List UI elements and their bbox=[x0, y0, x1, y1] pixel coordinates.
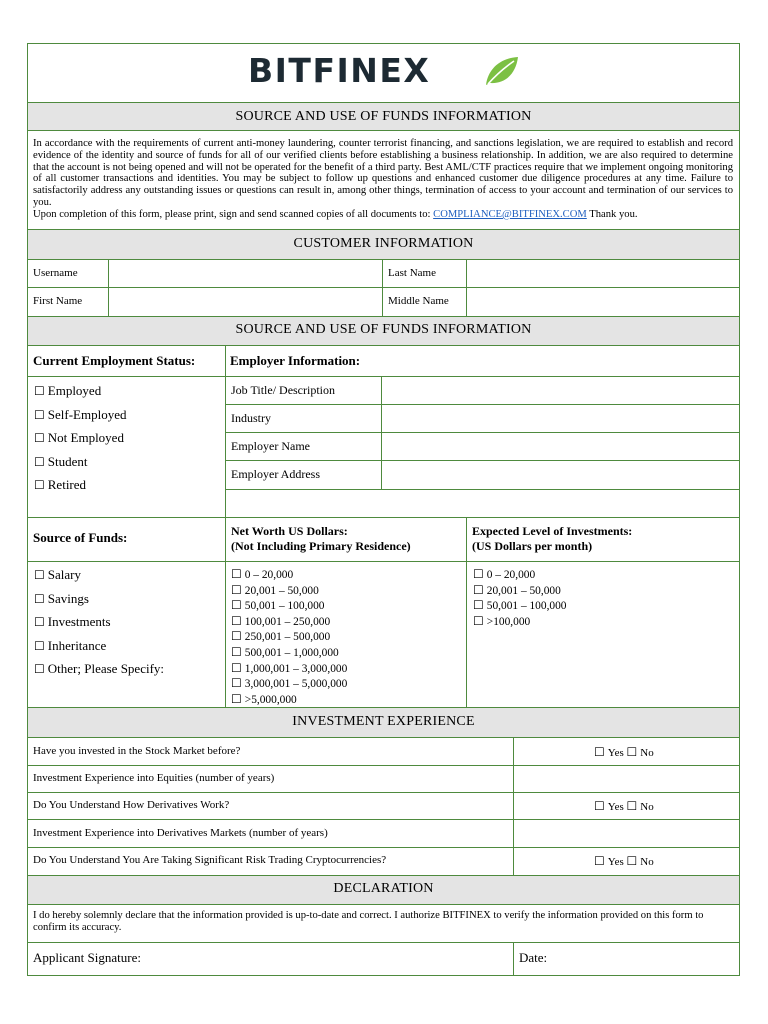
last-name-label: Last Name bbox=[388, 267, 436, 279]
yes-checkbox[interactable]: ☐ Yes bbox=[594, 745, 624, 759]
username-field[interactable] bbox=[109, 260, 382, 287]
industry-field[interactable] bbox=[382, 405, 739, 432]
logo bbox=[248, 51, 520, 90]
employment-option[interactable]: ☐ Self-Employed bbox=[34, 406, 127, 422]
expected-option[interactable]: ☐ 20,001 – 50,000 bbox=[473, 582, 561, 597]
expected-option[interactable]: ☐ >100,000 bbox=[473, 613, 531, 628]
employer-info-label: Employer Information: bbox=[230, 353, 361, 368]
expected-option[interactable]: ☐ 0 – 20,000 bbox=[473, 567, 536, 581]
username-label: Username bbox=[33, 267, 78, 279]
employment-option[interactable]: ☐ Not Employed bbox=[34, 430, 124, 446]
logo-text: BITFINEX bbox=[248, 51, 431, 90]
question-derivatives: Do You Understand How Derivatives Work? bbox=[33, 799, 230, 811]
net-worth-option[interactable]: ☐ 0 – 20,000 bbox=[231, 567, 294, 581]
derivatives-years-field[interactable] bbox=[514, 820, 739, 847]
expected-option[interactable]: ☐ 50,001 – 100,000 bbox=[473, 598, 567, 613]
question-derivatives-years: Investment Experience into Derivatives Markets (number of years) bbox=[33, 827, 328, 839]
job-title-label: Job Title/ Description bbox=[231, 383, 336, 397]
section-title-source-use: SOURCE AND USE OF FUNDS INFORMATION bbox=[235, 322, 532, 337]
first-name-field[interactable] bbox=[109, 288, 382, 316]
signature-field[interactable] bbox=[180, 943, 513, 975]
net-worth-option[interactable]: ☐ 3,000,001 – 5,000,000 bbox=[231, 676, 348, 691]
no-checkbox[interactable]: ☐ No bbox=[626, 854, 654, 868]
compliance-email-link[interactable]: COMPLIANCE@BITFINEX.COM bbox=[433, 208, 587, 220]
intro-text: In accordance with the requirements of current anti-money laundering, counter terrorist financing, and sanctions legislation, we are required to establish and record evidence of the identity and source of funds for all of our verified clients before establishing a business relationship. In addition, we are also required to determine that the account is not being opened and will not be operated for the benefit of a third party. Best AML/CTF practices require that we implement ongoing monitoring of all customer transactions and identities. You may be subject to follow up questions and enhanced customer due diligence procedures at any time. Failure to satisfactorily address any outstanding issues or questions can result in, among other things, termination of access to your account and termination of our services to you. bbox=[33, 138, 733, 208]
employment-option[interactable]: ☐ Retired bbox=[34, 477, 87, 493]
instruction-prefix: Upon completion of this form, please print, sign and send scanned copies of all documents to: bbox=[33, 208, 431, 220]
net-worth-option[interactable]: ☐ 50,001 – 100,000 bbox=[231, 598, 325, 613]
employer-address-label: Employer Address bbox=[231, 467, 320, 481]
date-field[interactable] bbox=[555, 943, 739, 975]
net-worth-option[interactable]: ☐ 100,001 – 250,000 bbox=[231, 613, 331, 628]
source-option[interactable]: ☐ Savings bbox=[34, 590, 89, 606]
source-of-funds-label: Source of Funds: bbox=[33, 530, 128, 545]
date-label: Date: bbox=[519, 950, 548, 965]
source-option[interactable]: ☐ Salary bbox=[34, 567, 81, 582]
middle-name-label: Middle Name bbox=[388, 295, 449, 307]
leaf-icon bbox=[484, 55, 520, 87]
instruction-suffix: Thank you. bbox=[589, 208, 638, 220]
employer-name-label: Employer Name bbox=[231, 439, 310, 453]
net-worth-option[interactable]: ☐ 1,000,001 – 3,000,000 bbox=[231, 660, 348, 675]
net-worth-option[interactable]: ☐ 250,001 – 500,000 bbox=[231, 629, 331, 644]
employment-option[interactable]: ☐ Employed bbox=[34, 383, 102, 398]
no-checkbox[interactable]: ☐ No bbox=[626, 745, 654, 759]
yes-no-derivatives bbox=[594, 799, 654, 813]
intro-paragraph bbox=[33, 138, 733, 221]
expected-investments-label: Expected Level of Investments: bbox=[472, 524, 633, 538]
middle-name-field[interactable] bbox=[467, 288, 739, 316]
section-title-source-funds: SOURCE AND USE OF FUNDS INFORMATION bbox=[235, 109, 532, 124]
net-worth-label: Net Worth US Dollars: bbox=[231, 524, 348, 538]
employer-address-field[interactable] bbox=[382, 461, 739, 517]
employment-options bbox=[34, 383, 126, 501]
yes-checkbox[interactable]: ☐ Yes bbox=[594, 799, 624, 813]
signature-label: Applicant Signature: bbox=[33, 950, 141, 965]
section-title-investment: INVESTMENT EXPERIENCE bbox=[292, 714, 475, 729]
source-option[interactable]: ☐ Other; Please Specify: bbox=[34, 661, 165, 677]
declaration-text: I do hereby solemnly declare that the information provided is up-to-date and correct. I authorize BITFINEX to verify the information provided on this form to confirm its accuracy. bbox=[33, 910, 704, 933]
net-worth-options bbox=[231, 567, 347, 707]
net-worth-option[interactable]: ☐ 20,001 – 50,000 bbox=[231, 582, 319, 597]
yes-checkbox[interactable]: ☐ Yes bbox=[594, 854, 624, 868]
net-worth-option[interactable]: ☐ 500,001 – 1,000,000 bbox=[231, 644, 339, 659]
industry-label: Industry bbox=[231, 411, 271, 425]
yes-no-crypto-risk bbox=[594, 854, 654, 868]
employment-status-label: Current Employment Status: bbox=[33, 353, 196, 368]
expected-options bbox=[473, 567, 567, 629]
employment-option[interactable]: ☐ Student bbox=[34, 453, 88, 469]
question-stock-market: Have you invested in the Stock Market before? bbox=[33, 745, 241, 757]
question-crypto-risk: Do You Understand You Are Taking Significant Risk Trading Cryptocurrencies? bbox=[33, 854, 387, 866]
source-options bbox=[34, 567, 164, 685]
job-title-field[interactable] bbox=[382, 377, 739, 404]
section-title-customer: CUSTOMER INFORMATION bbox=[293, 236, 474, 251]
net-worth-sub: (Not Including Primary Residence) bbox=[231, 539, 411, 553]
last-name-field[interactable] bbox=[467, 260, 739, 287]
employer-name-field[interactable] bbox=[382, 433, 739, 460]
yes-no-stock-market bbox=[594, 745, 654, 759]
source-option[interactable]: ☐ Investments bbox=[34, 614, 111, 630]
equities-years-field[interactable] bbox=[514, 766, 739, 792]
section-title-declaration: DECLARATION bbox=[333, 881, 434, 896]
first-name-label: First Name bbox=[33, 295, 83, 307]
net-worth-option[interactable]: ☐ >5,000,000 bbox=[231, 691, 297, 706]
expected-investments-sub: (US Dollars per month) bbox=[472, 539, 593, 553]
question-equities-years: Investment Experience into Equities (number of years) bbox=[33, 772, 275, 784]
no-checkbox[interactable]: ☐ No bbox=[626, 799, 654, 813]
source-option[interactable]: ☐ Inheritance bbox=[34, 637, 107, 653]
